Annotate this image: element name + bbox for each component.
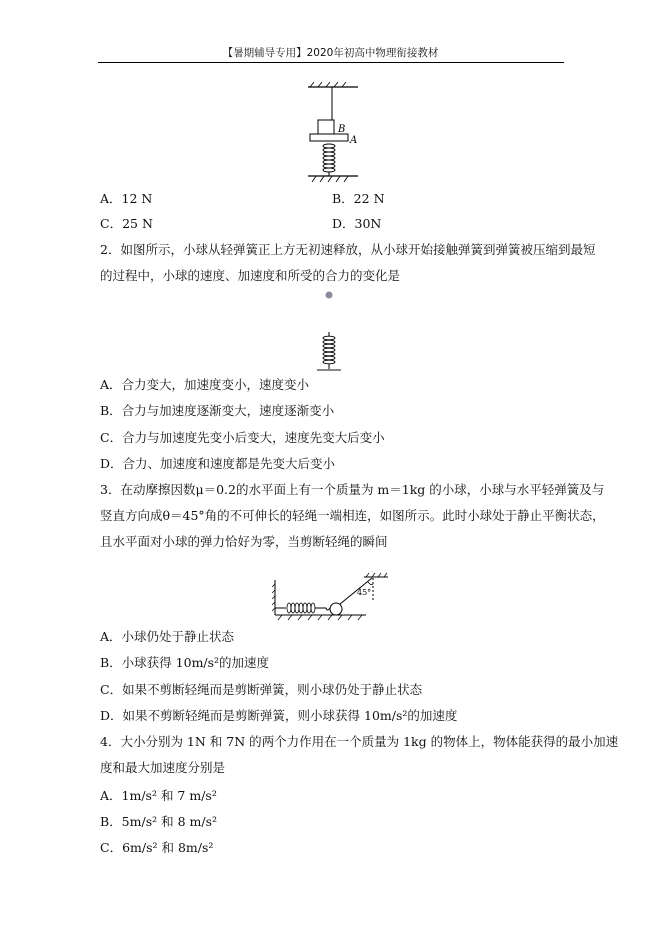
q3-option-b: B．小球获得 10m/s²的加速度 [100, 655, 270, 670]
figure-spring-blocks [300, 82, 370, 186]
q3-stem-line: 3．在动摩擦因数μ＝0.2的水平面上有一个质量为 m＝1kg 的小球，小球与水平轻弹簧及与 [100, 482, 605, 497]
page-header: 【暑期辅导专用】2020年初高中物理衔接教材 [222, 47, 439, 59]
q3-stem-line: 竖直方向成θ＝45°角的不可伸长的轻绳一端相连，如图所示。此时小球处于静止平衡状态， [100, 508, 605, 523]
q4-stem-line: 度和最大加速度分别是 [100, 760, 226, 775]
angle-label: 45° [357, 588, 372, 597]
q3-option-a: A．小球仍处于静止状态 [100, 629, 235, 644]
figure-ball-spring [310, 288, 350, 374]
q2-option-a: A．合力变大，加速度变小，速度变小 [100, 377, 310, 392]
figure-ball-spring-rope [272, 572, 408, 624]
q2-stem-line: 2．如图所示，小球从轻弹簧正上方无初速释放，从小球开始接触弹簧到弹簧被压缩到最短 [100, 242, 596, 257]
q3-option-d: D．如果不剪断轻绳而是剪断弹簧，则小球获得 10m/s²的加速度 [100, 708, 458, 723]
header-rule [98, 62, 564, 63]
label-a: A [350, 135, 358, 146]
q1-option-d: D．30N [332, 216, 382, 231]
q1-option-b: B．22 N [332, 191, 385, 206]
q4-option-c: C．6m/s² 和 8m/s² [100, 840, 214, 855]
q4-option-b: B．5m/s² 和 8 m/s² [100, 814, 217, 829]
q2-option-c: C．合力与加速度先变小后变大，速度先变大后变小 [100, 430, 385, 445]
q4-option-a: A．1m/s² 和 7 m/s² [100, 788, 217, 803]
q1-option-c: C．25 N [100, 216, 153, 231]
q2-option-d: D．合力、加速度和速度都是先变大后变小 [100, 456, 336, 471]
q2-stem-line: 的过程中，小球的速度、加速度和所受的合力的变化是 [100, 268, 401, 283]
q1-option-a: A．12 N [100, 191, 153, 206]
q2-option-b: B．合力与加速度逐渐变大，速度逐渐变小 [100, 403, 335, 418]
q4-stem-line: 4．大小分别为 1N 和 7N 的两个力作用在一个质量为 1kg 的物体上，物体能获得的最小加速 [100, 734, 619, 749]
q3-stem-line: 且水平面对小球的弹力恰好为零，当剪断轻绳的瞬间 [100, 534, 388, 549]
q3-option-c: C．如果不剪断轻绳而是剪断弹簧，则小球仍处于静止状态 [100, 682, 423, 697]
label-b: B [338, 124, 346, 135]
